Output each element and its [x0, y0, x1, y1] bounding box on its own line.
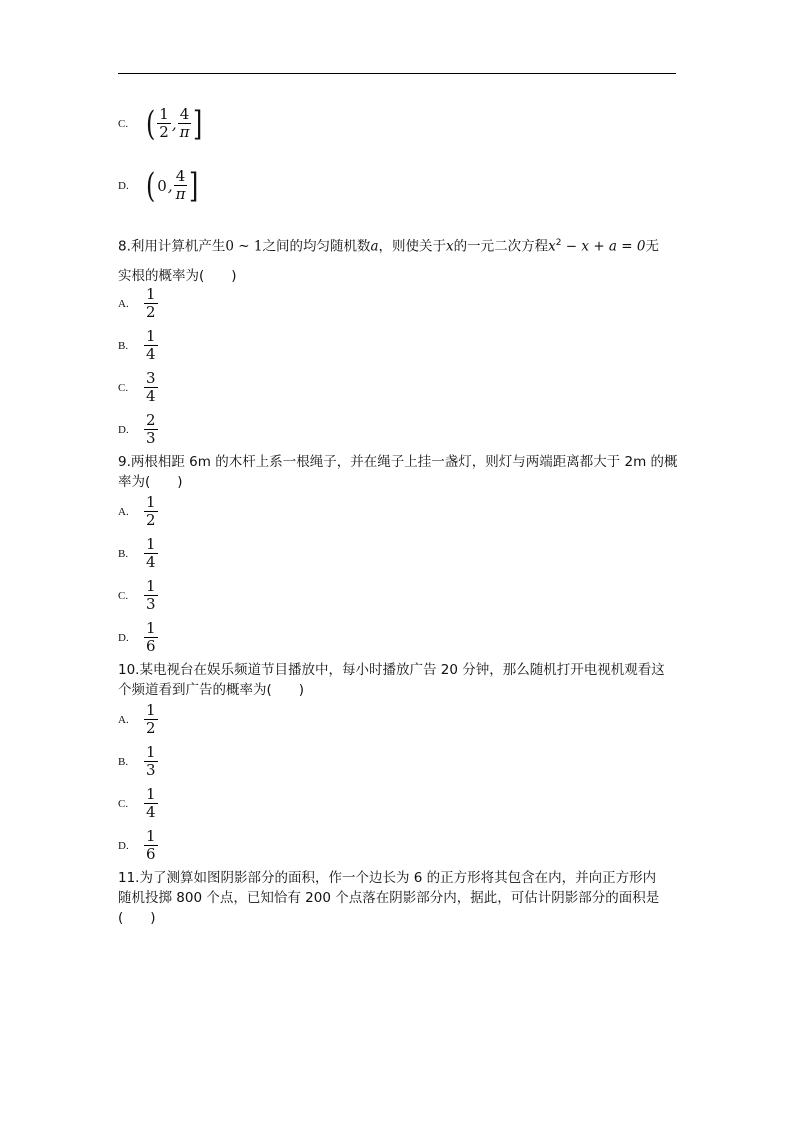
close-bracket: ] [189, 165, 199, 206]
q8-option-a [118, 286, 158, 321]
denominator: 4 [146, 345, 156, 363]
q10-option-c [118, 786, 158, 821]
option-label: C. [118, 381, 129, 394]
q10-option-b [118, 744, 158, 779]
q10-option-d [118, 828, 158, 863]
q8-stem [118, 233, 678, 286]
q9-option-a [118, 494, 158, 529]
fraction [144, 370, 158, 405]
denominator: 2 [159, 123, 169, 141]
q9-stem [118, 452, 678, 492]
q9-option-d [118, 620, 158, 655]
denominator: 2 [146, 511, 156, 529]
open-paren: ( [145, 165, 156, 206]
numerator: 1 [146, 785, 156, 803]
header-rule [118, 73, 676, 74]
denominator: 3 [146, 761, 156, 779]
q9-option-c [118, 578, 158, 613]
text: 无 [645, 238, 659, 255]
option-label: D. [118, 423, 129, 436]
fraction [144, 412, 158, 447]
denominator: 3 [146, 595, 156, 613]
numerator: 4 [179, 105, 190, 123]
numerator: 1 [146, 619, 156, 637]
option-label: B. [118, 755, 129, 768]
eq-x: x [548, 238, 556, 255]
q10-line1: 10.某电视台在娱乐频道节目播放中，每小时播放广告 20 分钟，那么随机打开电视机观看这 [118, 662, 665, 678]
q9-line1: 9.两根相距 6m 的木杆上系一根绳子，并在绳子上挂一盏灯，则灯与两端距离都大于 2m 的概 [118, 454, 678, 470]
q10-line2: 个频道看到广告的概率为( ) [118, 682, 305, 698]
q8-option-d [118, 412, 158, 447]
option-label: D. [118, 631, 129, 644]
fraction [144, 286, 158, 321]
text: 的一元二次方程 [453, 238, 549, 255]
fraction-a [157, 106, 171, 141]
q9-option-b [118, 536, 158, 571]
option-label: C. [118, 589, 129, 602]
numerator: 1 [146, 577, 156, 595]
close-bracket: ] [193, 103, 203, 144]
numerator: 1 [146, 285, 156, 303]
denominator: 2 [146, 303, 156, 321]
fraction-b [174, 168, 188, 203]
option-label: D. [118, 179, 129, 192]
numerator: 1 [146, 493, 156, 511]
fraction-b [178, 106, 192, 141]
denominator: π [175, 185, 186, 203]
q8-option-c [118, 370, 158, 405]
option-label: B. [118, 339, 129, 352]
numerator: 3 [146, 369, 156, 387]
q11-line2: 随机投掷 800 个点，已知恰有 200 个点落在阴影部分内，据此，可估计阴影部分的面积是 [118, 890, 660, 906]
fraction [144, 744, 158, 779]
option-label: B. [118, 547, 129, 560]
comma: , [167, 176, 173, 195]
exponent: 2 [555, 238, 562, 248]
fraction [144, 786, 158, 821]
denominator: 2 [146, 719, 156, 737]
numerator: 1 [146, 327, 156, 345]
denominator: 4 [146, 553, 156, 571]
option-label: C. [118, 797, 129, 810]
numerator: 1 [146, 535, 156, 553]
option-label: D. [118, 839, 129, 852]
fraction [144, 536, 158, 571]
fraction [144, 702, 158, 737]
numerator: 2 [146, 411, 156, 429]
q11-stem [118, 868, 678, 928]
q10-option-a [118, 702, 158, 737]
q7-option-d [118, 165, 201, 206]
fraction [144, 494, 158, 529]
text: 8.利用计算机产生 [118, 238, 226, 255]
text: 之间的均匀随机数 [262, 238, 371, 255]
numerator: 1 [146, 743, 156, 761]
range: 0 ~ 1 [225, 238, 263, 255]
var-x: x [446, 238, 454, 255]
var-a: a [370, 238, 379, 255]
denominator: 6 [146, 845, 156, 863]
q8-line1 [118, 233, 678, 257]
q8-line2: 实根的概率为( ) [118, 267, 237, 284]
numerator: 1 [159, 105, 169, 123]
denominator: 4 [146, 803, 156, 821]
q10-stem [118, 660, 678, 700]
fraction [144, 620, 158, 655]
q9-line2: 率为( ) [118, 474, 183, 490]
open-paren: ( [145, 103, 156, 144]
text: ，则使关于 [378, 238, 447, 255]
comma: , [171, 114, 177, 133]
q7-option-c [118, 103, 205, 144]
option-label: A. [118, 713, 129, 726]
fraction [144, 828, 158, 863]
fraction [144, 578, 158, 613]
equation: − x + a = 0 [561, 238, 646, 255]
option-label: A. [118, 505, 129, 518]
denominator: 6 [146, 637, 156, 655]
option-label: A. [118, 297, 129, 310]
denominator: 3 [146, 429, 156, 447]
denominator: π [179, 123, 190, 141]
option-label: C. [118, 117, 129, 130]
q8-option-b [118, 328, 158, 363]
numerator: 1 [146, 827, 156, 845]
numerator: 1 [146, 701, 156, 719]
q11-line1: 11.为了测算如图阴影部分的面积，作一个边长为 6 的正方形将其包含在内，并向正方形内 [118, 870, 657, 886]
denominator: 4 [146, 387, 156, 405]
value-zero: 0 [157, 176, 167, 195]
q11-line3: ( ) [118, 910, 156, 926]
fraction [144, 328, 158, 363]
numerator: 4 [175, 167, 186, 185]
